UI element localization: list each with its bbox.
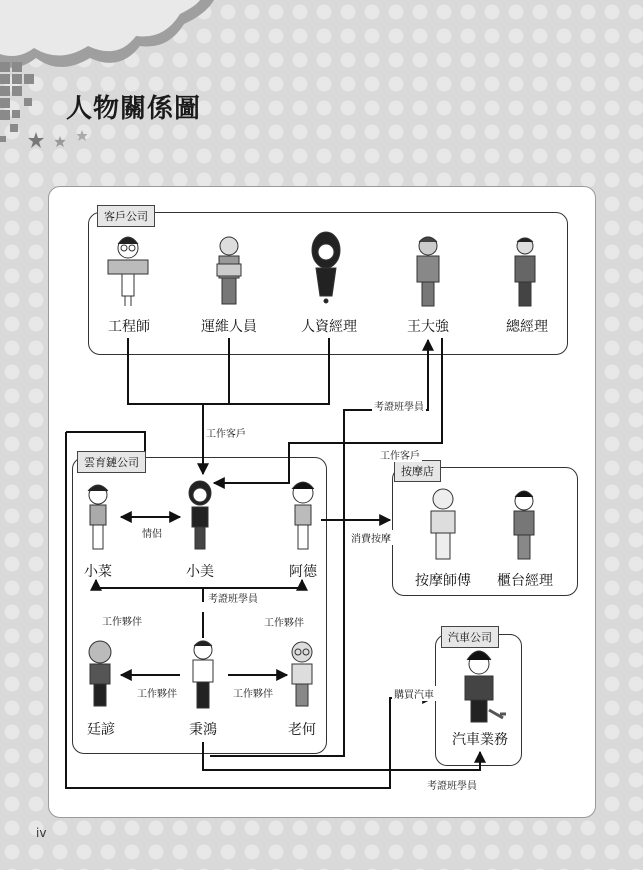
person-xiaomei: 小美 (186, 564, 214, 580)
yunyu-company-label: 雲育鏈公司 (77, 451, 146, 473)
person-counter-manager: 櫃台經理 (497, 573, 553, 589)
edge-label-buy-car: 購買汽車 (392, 686, 436, 701)
edge-label-partner-1: 工作夥伴 (100, 613, 144, 628)
masseur-figure (431, 489, 455, 559)
person-ops: 運維人員 (201, 319, 257, 335)
laohe-figure (292, 642, 312, 706)
client-company-label: 客戶公司 (97, 205, 155, 227)
xiaomei-figure (189, 481, 211, 549)
person-hr: 人資經理 (301, 319, 357, 335)
gm-figure (515, 238, 535, 306)
edge-label-cert-classmate-3: 考證班學員 (425, 777, 479, 792)
car-sales-figure (465, 651, 506, 722)
counter-manager-figure (514, 491, 534, 559)
edge-label-work-client-2: 工作客戶 (378, 447, 422, 462)
edge-label-partner-2: 工作夥伴 (262, 614, 306, 629)
person-gm: 總經理 (506, 319, 548, 335)
page-title: 人物關係圖 (66, 94, 202, 124)
person-engineer: 工程師 (108, 319, 150, 335)
ade-figure (292, 482, 314, 549)
person-ade: 阿德 (289, 564, 317, 580)
person-tingyan: 廷諺 (87, 722, 115, 738)
person-wang: 王大強 (407, 319, 449, 335)
hr-figure (312, 232, 340, 303)
edge-label-cert-classmate-2: 考證班學員 (206, 590, 260, 605)
person-xiaocai: 小菜 (84, 564, 112, 580)
edge-cert-classmates-row (96, 580, 203, 602)
edge-label-massage: 消費按摩 (349, 530, 393, 545)
car-company-label: 汽車公司 (441, 626, 499, 648)
binghong-figure (193, 641, 213, 708)
person-binghong: 秉鴻 (189, 722, 217, 738)
ops-figure (217, 237, 241, 304)
page-number: iv (36, 826, 47, 840)
tingyan-figure (89, 641, 111, 706)
edge-label-partner-3: 工作夥伴 (135, 685, 179, 700)
xiaocai-figure (88, 485, 108, 549)
edge-label-partner-4: 工作夥伴 (231, 685, 275, 700)
person-laohe: 老何 (288, 722, 316, 738)
person-masseur: 按摩師傅 (415, 573, 471, 589)
wang-figure (417, 237, 439, 306)
edge-label-work-client-1: 工作客戶 (204, 425, 248, 440)
engineer-figure (108, 237, 148, 306)
edge-label-cert-classmate-1: 考證班學員 (372, 398, 426, 413)
massage-shop-label: 按摩店 (394, 460, 441, 482)
edge-label-couple: 情侶 (140, 525, 164, 540)
edge-buy-car (66, 432, 433, 788)
person-car-sales: 汽車業務 (452, 732, 508, 748)
